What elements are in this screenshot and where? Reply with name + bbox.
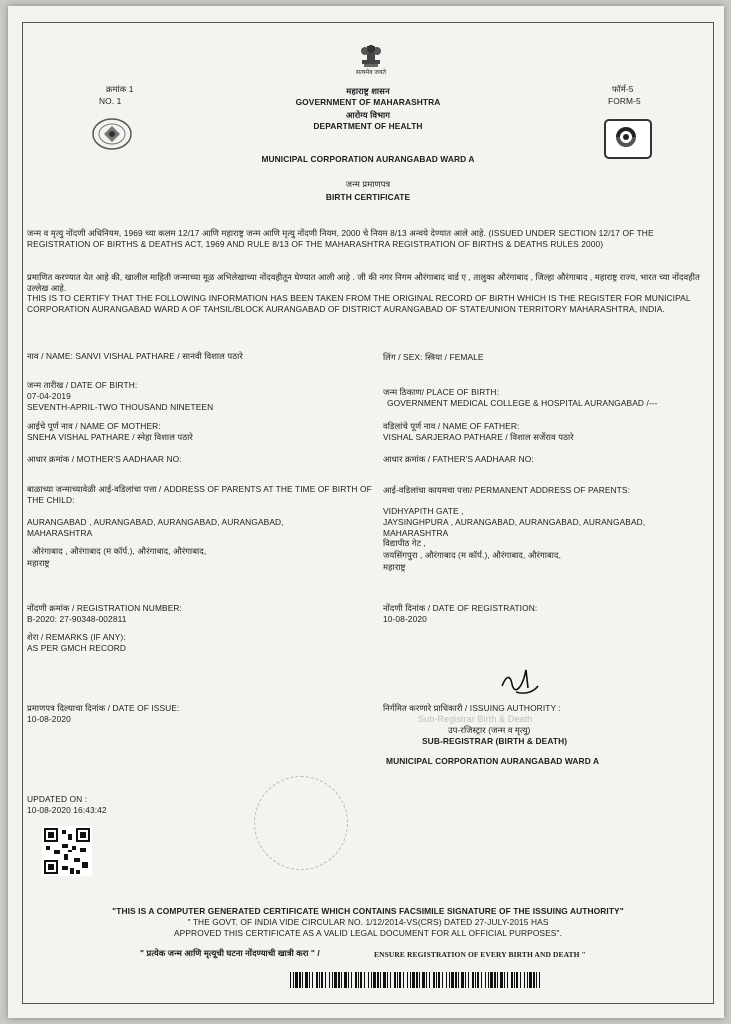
dob-value: 07-04-2019 xyxy=(27,391,71,401)
certify-text: THIS IS TO CERTIFY THAT THE FOLLOWING INFORMATION HAS BEEN TAKEN FROM THE ORIGINAL RECORD OF BIRTH WHICH IS THE REGISTER FOR MUNICIPAL CORPORATION AURANGABAD WARD A OF TAHSIL/BLOCK AURANGABAD OF DISTRICT AURANGABAD OF STATE/UNION TERRITORY MAHARASHTRA, INDIA. xyxy=(27,293,691,314)
issuing-authority-label: निर्गमित करणारे प्राधिकारी / ISSUING AUTHORITY : xyxy=(383,703,561,713)
gov-title: GOVERNMENT OF MAHARASHTRA xyxy=(295,97,441,107)
address-birth-line: औरंगाबाद , औरंगाबाद (म कॉर्प.), औरंगाबाद, औरंगाबाद, xyxy=(32,546,207,556)
address-permanent-line: महाराष्ट्र xyxy=(383,562,406,572)
form-number: FORM-5 xyxy=(608,96,641,106)
dept-title: DEPARTMENT OF HEALTH xyxy=(313,121,423,131)
issue-date-value: 10-08-2020 xyxy=(27,714,71,724)
father-aadhaar: आधार क्रमांक / FATHER'S AADHAAR NO: xyxy=(383,454,534,464)
address-birth-line: महाराष्ट्र xyxy=(27,558,50,568)
child-sex: लिंग / SEX: स्त्रिया / FEMALE xyxy=(383,352,484,362)
issue-date-label: प्रमाणपत्र दिल्याचा दिनांक / DATE OF ISSUE: xyxy=(27,703,180,713)
address-permanent-line: JAYSINGHPURA , AURANGABAD, AURANGABAD, AURANGABAD, xyxy=(383,517,646,527)
emblem-motto: सत्यमेव जयते xyxy=(355,70,387,76)
address-permanent-label: आई-वडिलांचा कायमचा पत्ता/ PERMANENT ADDRESS OF PARENTS: xyxy=(383,485,631,495)
authority-corporation: MUNICIPAL CORPORATION AURANGABAD WARD A xyxy=(386,756,600,766)
registration-date-label: नोंदणी दिनांक / DATE OF REGISTRATION: xyxy=(383,603,538,613)
left-number-marathi: क्रमांक 1 xyxy=(106,84,134,94)
registration-number-value: B-2020: 27-90348-002811 xyxy=(27,614,127,624)
footer-line-3: APPROVED THIS CERTIFICATE AS A VALID LEGAL DOCUMENT FOR ALL OFFICIAL PURPOSES". xyxy=(174,928,562,938)
qr-code-icon xyxy=(42,826,92,876)
remarks-label: शेरा / REMARKS (IF ANY): xyxy=(27,632,126,642)
certificate-sheet xyxy=(8,6,724,1018)
form-marathi: फॉर्म-5 xyxy=(612,84,634,94)
certify-marathi-text: प्रमाणित करण्यात येत आहे की, खालील माहिती जन्माच्या मूळ अभिलेखाच्या नोंदवहीतून घेण्यात आली आहे . जी की नगर निगम औरंगाबाद वार्ड ए , तालुका औरंगाबाद , जिल्हा औरंगाबाद , महाराष्ट्र राज्य, भारत च्या नोंदवहीत उल्लेख आहे. xyxy=(27,272,700,293)
cert-title-marathi: जन्म प्रमाणपत्र xyxy=(345,179,391,189)
cert-title: BIRTH CERTIFICATE xyxy=(325,192,411,202)
registration-date-value: 10-08-2020 xyxy=(383,614,427,624)
address-birth-label: बाळाच्या जन्माच्यावेळी आई-वडिलांचा पत्ता / ADDRESS OF PARENTS AT THE TIME OF BIRTH OF THE CHILD: xyxy=(27,484,372,505)
father-value: VISHAL SARJERAO PATHARE / विशाल सर्जेराव पठारे xyxy=(383,432,574,442)
authority-title: SUB-REGISTRAR (BIRTH & DEATH) xyxy=(422,736,568,746)
footer-line-4: ENSURE REGISTRATION OF EVERY BIRTH AND DEATH " xyxy=(374,950,586,959)
father-label: वडिलांचे पूर्ण नाव / NAME OF FATHER: xyxy=(383,421,520,431)
municipal-seal-icon xyxy=(90,116,134,152)
remarks-value: AS PER GMCH RECORD xyxy=(27,643,127,653)
dept-marathi: आरोग्य विभाग xyxy=(345,110,391,120)
signature-icon xyxy=(498,666,542,696)
address-birth-line: AURANGABAD , AURANGABAD, AURANGABAD, AURANGABAD, xyxy=(27,517,284,527)
dob-words: SEVENTH-APRIL-TWO THOUSAND NINETEEN xyxy=(27,402,214,412)
child-name: नाव / NAME: SANVI VISHAL PATHARE / सानवी विशाल पठारे xyxy=(27,351,243,361)
address-permanent-line: VIDHYAPITH GATE , xyxy=(383,506,464,516)
faded-stamp-icon xyxy=(254,776,348,870)
faded-stamp-text: Sub-Registrar Birth & Death xyxy=(418,714,533,724)
mother-value: SNEHA VISHAL PATHARE / स्नेहा विशाल पठारे xyxy=(27,432,193,442)
address-permanent-line: जयसिंगपुरा , औरंगाबाद (म कॉर्प.), औरंगाबाद, औरंगाबाद, xyxy=(383,550,562,560)
registration-number-label: नोंदणी क्रमांक / REGISTRATION NUMBER: xyxy=(27,603,182,613)
gov-marathi: महाराष्ट्र शासन xyxy=(346,86,390,96)
address-permanent-line: विद्यापीठ गेट , xyxy=(383,538,426,548)
mother-label: आईचे पूर्ण नाव / NAME OF MOTHER: xyxy=(27,421,161,431)
authority-marathi: उप-रजिस्ट्रार (जन्म व मृत्यु) xyxy=(448,725,531,735)
corporation-title: MUNICIPAL CORPORATION AURANGABAD WARD A xyxy=(261,154,475,164)
issued-under-text: जन्म व मृत्यु नोंदणी अधिनियम, 1969 च्या कलम 12/17 आणि महाराष्ट्र जन्म आणि मृत्यु नोंदणी नियम, 2000 चे नियम 8/13 अन्वये देण्यात आले आहे. (ISSUED UNDER SECTION 12/17 OF THE REGISTRATION OF BIRTHS & DEATHS ACT, 1969 AND RULE 8/13 OF THE MAHARASHTRA REGISTRATION OF BIRTHS & DEATHS RULES 2000) xyxy=(27,228,654,249)
mother-aadhaar: आधार क्रमांक / MOTHER'S AADHAAR NO: xyxy=(27,454,182,464)
health-logo-icon xyxy=(604,119,652,159)
pob-value: GOVERNMENT MEDICAL COLLEGE & HOSPITAL AURANGABAD /--- xyxy=(387,398,658,408)
dob-label: जन्म तारीख / DATE OF BIRTH: xyxy=(27,380,138,390)
barcode-icon xyxy=(290,972,540,988)
address-birth-line: MAHARASHTRA xyxy=(27,528,93,538)
pob-label: जन्म ठिकाण/ PLACE OF BIRTH: xyxy=(383,387,500,397)
left-number: NO. 1 xyxy=(99,96,122,106)
footer-line-1: "THIS IS A COMPUTER GENERATED CERTIFICATE WHICH CONTAINS FACSIMILE SIGNATURE OF THE ISSUING AUTHORITY" xyxy=(112,906,624,916)
footer-line-4-marathi: " प्रत्येक जन्म आणि मृत्यूची घटना नोंदण्याची खात्री करा " / xyxy=(140,948,320,958)
updated-value: 10-08-2020 16:43:42 xyxy=(27,805,107,815)
address-permanent-line: MAHARASHTRA xyxy=(383,528,449,538)
certificate-border xyxy=(22,22,714,1004)
updated-label: UPDATED ON : xyxy=(27,794,88,804)
footer-line-2: " THE GOVT. OF INDIA VIDE CIRCULAR NO. 1/12/2014-VS(CRS) DATED 27-JULY-2015 HAS xyxy=(187,917,549,927)
